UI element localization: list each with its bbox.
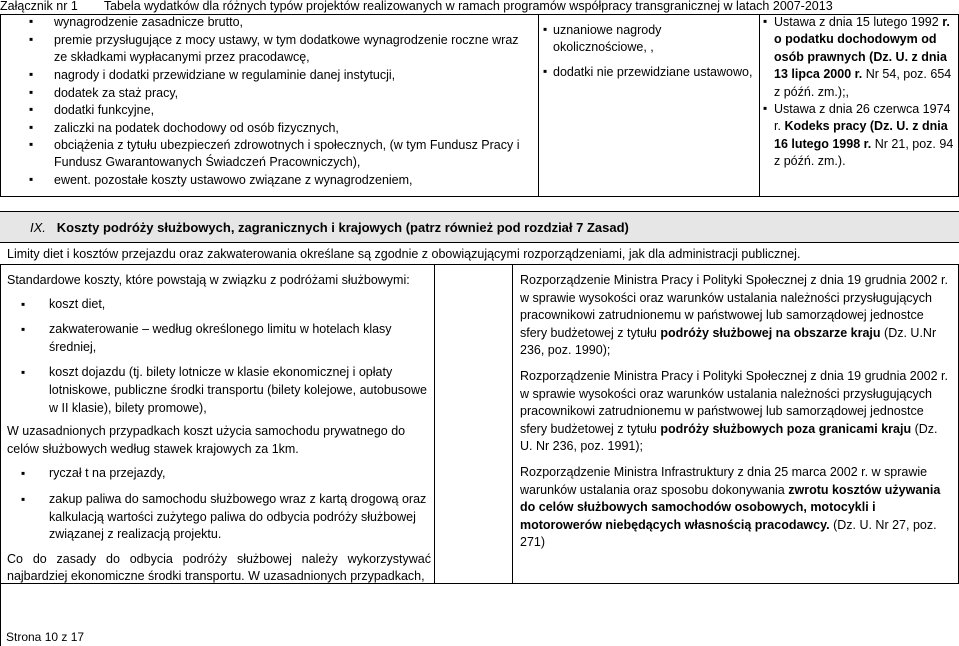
bullet-icon: ▪ xyxy=(21,491,26,506)
legal-basis: ▪ Ustawa z dnia 26 czerwca 1974 r. Kodeks pracy (Dz. U. z dnia 16 lutego 1998 r. Nr 21, poz. 94 z późń. zm.). xyxy=(763,101,954,169)
section-number: IX. xyxy=(30,220,46,235)
column-divider xyxy=(434,264,435,584)
list-item: ▪ nagrody i dodatki przewidziane w regulaminie danej instytucji, xyxy=(29,67,396,82)
table-border xyxy=(0,264,959,265)
column-divider xyxy=(538,14,539,197)
list-item: ▪ dodatki nie przewidziane ustawowo, xyxy=(543,64,753,79)
bullet-icon: ▪ xyxy=(21,296,26,311)
regulation-2: Rozporządzenie Ministra Pracy i Polityki Społecznej z dnia 19 grudnia 2002 r. w sprawie wysokości oraz warunków ustalania należności przysługujących pracownikowi zatrudnionemu w państwowej lub samorządowej jednostce sfery budżetowej z tytułu podróży służbowych poza granicami kraju (Dz. U. Nr 236, poz. 1991); xyxy=(520,368,949,454)
closing-text: Co do zasady do odbycia podróży służbowej należy wykorzystywać najbardziej ekonomiczne środki transportu. W uzasadnionych przypadkach, xyxy=(7,551,431,584)
column-divider xyxy=(759,14,760,197)
list-item: ▪ dodatek za staż pracy, xyxy=(29,85,179,100)
list-item: ▪ obciążenia z tytułu ubezpieczeń zdrowotnych i społecznych, (w tym Fundusz Pracy i Fundusz Gwarantowanych Świadczeń Pracowniczych), xyxy=(29,137,520,170)
standard-costs xyxy=(7,272,431,586)
list-item: ▪ zakwaterowanie – według określonego limitu w hotelach klasy średniej, xyxy=(21,322,392,354)
list-item: ▪ zaliczki na podatek dochodowy od osób fizycznych, xyxy=(29,120,339,135)
bullet-icon: ▪ xyxy=(29,172,34,186)
list-item: ▪ koszt dojazdu (tj. bilety lotnicze w klasie ekonomicznej i opłaty lotniskowe, publiczne środki transportu (bilety kolejowe, autobusowe w II klasie), bilety promowe), xyxy=(21,365,427,415)
bullet-icon: ▪ xyxy=(543,64,548,78)
legal-basis: ▪ Ustawa z dnia 15 lutego 1992 r. o podatku dochodowym od osób prawnych (Dz. U. z dnia 13 lipca 2000 r. Nr 54, poz. 654 z późń. zm.);, xyxy=(763,14,952,99)
list-item: ▪ premie przysługujące z mocy ustawy, w tym dodatkowe wynagrodzenie roczne wraz ze składkami wypłacanymi przez pracodawcę, xyxy=(29,32,519,65)
list-item: ▪ koszt diet, xyxy=(7,296,431,314)
bullet-icon: ▪ xyxy=(29,32,34,46)
table-border xyxy=(0,14,1,197)
limits-text: Limity diet i kosztów przejazdu oraz zakwaterowania określane są zgodnie z obowiązującymi rozporządzeniami, jak dla administracji publicznej. xyxy=(7,247,801,261)
list-item: ▪ wynagrodzenie zasadnicze brutto, xyxy=(29,14,244,29)
page-number: Strona 10 z 17 xyxy=(6,630,85,644)
bullet-icon: ▪ xyxy=(29,67,34,81)
bullet-icon: ▪ xyxy=(29,137,34,151)
bullet-icon: ▪ xyxy=(763,14,768,28)
page-header xyxy=(0,0,833,13)
column-divider xyxy=(512,264,513,584)
bullet-icon: ▪ xyxy=(29,85,34,99)
list-item: ▪ uznaniowe nagrody okolicznościowe, , xyxy=(543,22,662,55)
bullet-icon: ▪ xyxy=(29,120,34,134)
document-title: Tabela wydatków dla różnych typów projektów realizowanych w ramach programów współpracy transgranicznej w latach 2007-2013 xyxy=(103,0,833,13)
bullet-icon: ▪ xyxy=(29,14,34,28)
attachment-label: Załącznik nr 1 xyxy=(0,0,78,13)
bullet-icon: ▪ xyxy=(543,22,548,36)
bullet-icon: ▪ xyxy=(21,466,26,481)
list-item: ▪ ewent. pozostałe koszty ustawowo związane z wynagrodzeniem, xyxy=(29,172,413,187)
standard-costs-intro: Standardowe koszty, które powstają w związku z podróżami służbowymi: xyxy=(7,273,410,287)
list-item: ▪ ryczał t na przejazdy, xyxy=(7,465,431,483)
table-border xyxy=(0,264,1,646)
regulation-3: Rozporządzenie Ministra Infrastruktury z dnia 25 marca 2002 r. w sprawie warunków ustalania oraz sposobu dokonywania zwrotu kosztów używania do celów służbowych samochodów osobowych, motocykli i motorowerów niebędących własnością pracodawcy. (Dz. U. Nr 27, poz. 271) xyxy=(520,464,941,550)
table-border xyxy=(0,242,959,243)
private-car-text: W uzasadnionych przypadkach koszt użycia samochodu prywatnego do celów służbowych według stawek krajowych za 1km. xyxy=(7,424,406,456)
regulations xyxy=(520,272,952,552)
section-title: IX. Koszty podróży służbowych, zagranicznych i krajowych (patrz również pod rozdział 7 Zasad) xyxy=(30,220,629,235)
list-item: ▪ zakup paliwa do samochodu służbowego wraz z kartą drogową oraz kalkulacją wartości zużytego paliwa do odbycia podróży służbowej związanej z realizacją projektu. xyxy=(21,491,427,542)
bullet-icon: ▪ xyxy=(21,322,26,337)
regulation-1: Rozporządzenie Ministra Pracy i Polityki Społecznej z dnia 19 grudnia 2002 r. w sprawie wysokości oraz warunków ustalania należności przysługujących pracownikowi zatrudnionemu w państwowej lub samorządowej jednostce sfery budżetowej z tytułu podróży służbowej na obszarze kraju (Dz. U.Nr 236, poz. 1990); xyxy=(520,273,949,358)
table-border xyxy=(0,196,959,197)
bullet-icon: ▪ xyxy=(21,365,26,380)
list-item: ▪ dodatki funkcyjne, xyxy=(29,102,155,117)
table-border xyxy=(0,211,959,212)
bullet-icon: ▪ xyxy=(29,102,34,116)
bullet-icon: ▪ xyxy=(763,101,768,115)
